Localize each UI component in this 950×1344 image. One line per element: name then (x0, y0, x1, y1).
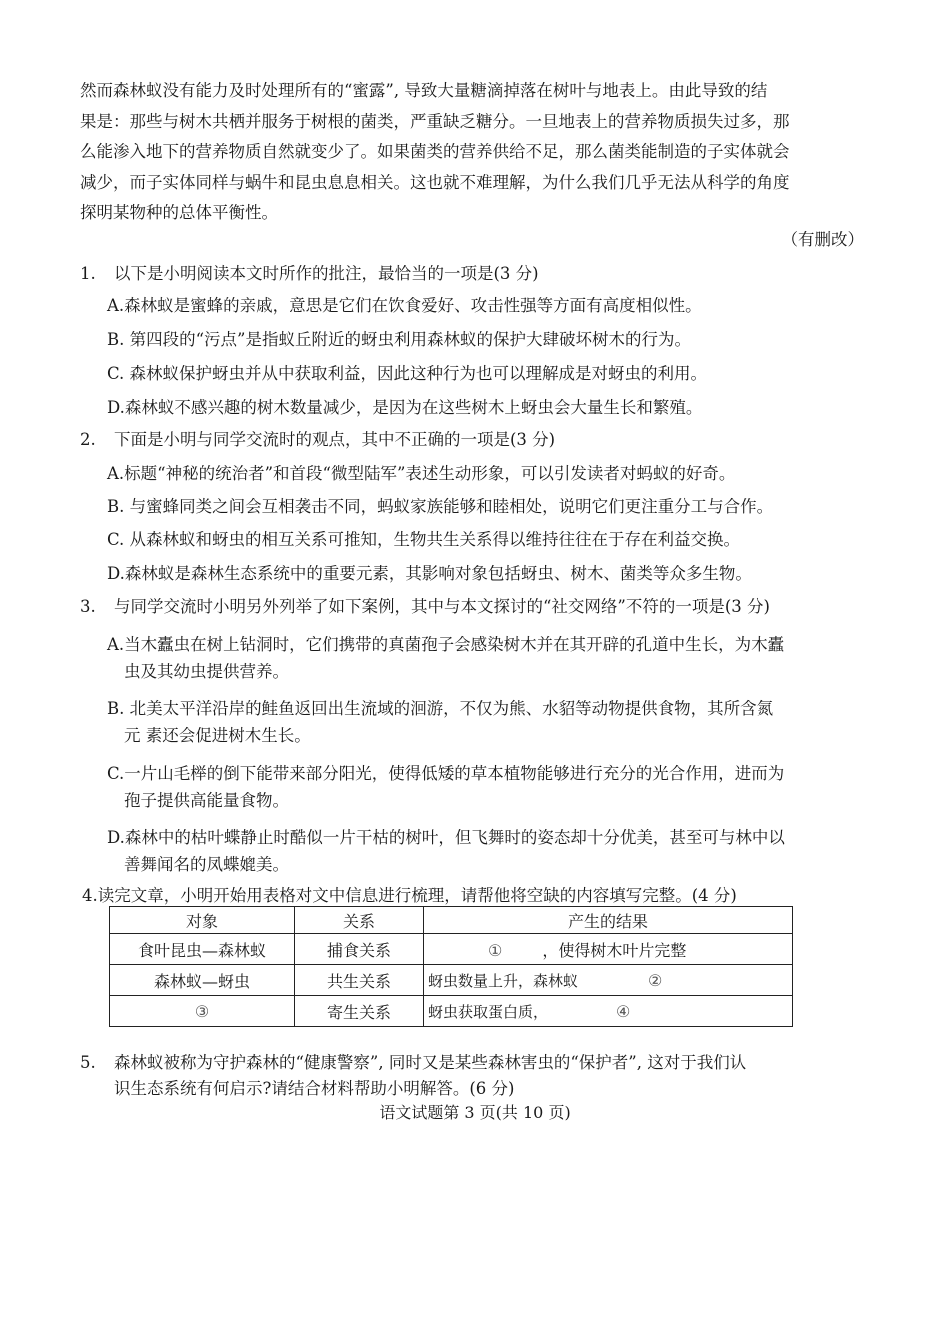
option-text: D.森林蚁是森林生态系统中的重要元素，其影响对象包括蚜虫、树木、菌类等众多生物。 (107, 564, 752, 583)
question-number: 5. (80, 1053, 96, 1072)
option-text-continued: 元 素还会促进树木生长。 (124, 726, 311, 745)
question-3-option-a (107, 631, 869, 685)
question-number: 2. (80, 430, 96, 449)
passage-paragraph (80, 76, 870, 229)
question-2-option-a (107, 460, 869, 487)
option-text: B. 与蜜蜂同类之间会互相袭击不同，蚂蚁家族能够和睦相处，说明它们更注重分工与合作。 (107, 497, 774, 516)
column-header: 产生的结果 (424, 907, 793, 934)
source-note: （有删改） (781, 230, 864, 249)
question-text: 读完文章，小明开始用表格对文中信息进行梳理，请帮他将空缺的内容填写完整。(4 分) (97, 886, 737, 905)
blank-marker: ④ (616, 1001, 631, 1021)
question-3-option-b (107, 695, 869, 749)
table-row (110, 996, 793, 1027)
table-header-row (110, 907, 793, 934)
relation-cell: 捕食关系 (295, 934, 424, 965)
question-1-option-a (107, 292, 869, 319)
column-header: 对象 (110, 907, 295, 934)
passage-line: 然而森林蚁没有能力及时处理所有的“蜜露”, 导致大量糖滴掉落在树叶与地表上。由此导致的结 (80, 81, 768, 100)
question-2-option-c (107, 526, 869, 553)
option-text: B. 北美太平洋沿岸的鲑鱼返回出生流域的洄游，不仅为熊、水貂等动物提供食物，其所含氮 (107, 699, 774, 718)
question-5-stem (80, 1050, 870, 1102)
summary-table (109, 906, 793, 1027)
question-text: 森林蚁被称为守护森林的“健康警察”, 同时又是某些森林害虫的“保护者”, 这对于我们认 (114, 1053, 747, 1072)
option-text: D.森林蚁不感兴趣的树木数量减少，是因为在这些树木上蚜虫会大量生长和繁殖。 (107, 398, 703, 417)
question-3-option-c (107, 760, 869, 814)
option-text: D.森林中的枯叶蝶静止时酷似一片干枯的树叶，但飞舞时的姿态却十分优美，甚至可与林中以 (107, 828, 785, 847)
result-text: 蚜虫数量上升，森林蚁 (428, 971, 579, 990)
question-text-continued: 识生态系统有何启示?请结合材料帮助小明解答。(6 分) (114, 1079, 515, 1098)
option-text-continued: 孢子提供高能量食物。 (124, 791, 289, 810)
question-3-stem (80, 595, 870, 619)
relation-cell: 寄生关系 (295, 996, 424, 1027)
result-text: ，使得树木叶片完整 (542, 940, 687, 960)
question-1-stem (80, 262, 870, 286)
question-number: 1. (80, 264, 96, 283)
column-header: 关系 (295, 907, 424, 934)
result-text: 蚜虫获取蛋白质， (428, 1002, 549, 1021)
option-text-continued: 善舞闻名的凤蝶媲美。 (124, 855, 289, 874)
option-text: A.标题“神秘的统治者”和首段“微型陆军”表述生动形象，可以引发读者对蚂蚁的好奇。 (107, 464, 736, 483)
question-2-option-b (107, 493, 869, 520)
blank-marker: ② (648, 970, 663, 990)
result-cell (424, 934, 793, 965)
question-text: 下面是小明与同学交流时的观点，其中不正确的一项是(3 分) (114, 430, 556, 449)
option-text: C. 从森林蚁和蚜虫的相互关系可推知，生物共生关系得以维持往往在于存在利益交换。 (107, 530, 741, 549)
question-3-option-d (107, 824, 869, 878)
object-blank-cell: ③ (110, 996, 295, 1027)
option-text: C. 森林蚁保护蚜虫并从中获取利益，因此这种行为也可以理解成是对蚜虫的利用。 (107, 364, 708, 383)
passage-line: 果是：那些与树木共栖并服务于树根的菌类，严重缺乏糖分。一旦地表上的营养物质损失过多，那 (80, 111, 790, 131)
question-text: 与同学交流时小明另外列举了如下案例，其中与本文探讨的“社交网络”不符的一项是(3 分) (114, 597, 770, 616)
question-4-stem (82, 884, 872, 908)
option-text: A.当木蠹虫在树上钻洞时，它们携带的真菌孢子会感染树木并在其开辟的孔道中生长，为木蠹 (107, 635, 785, 654)
object-cell: 食叶昆虫—森林蚁 (110, 934, 295, 965)
option-text: C.一片山毛榉的倒下能带来部分阳光，使得低矮的草本植物能够进行充分的光合作用，进而为 (107, 764, 785, 783)
question-1-option-c (107, 360, 869, 387)
result-cell (424, 965, 793, 996)
passage-line: 探明某物种的总体平衡性。 (80, 203, 278, 222)
option-text: A.森林蚁是蜜蜂的亲戚，意思是它们在饮食爱好、攻击性强等方面有高度相似性。 (107, 296, 702, 315)
table-row (110, 965, 793, 996)
question-number: 3. (80, 597, 96, 616)
table-row (110, 934, 793, 965)
question-text: 以下是小明阅读本文时所作的批注，最恰当的一项是(3 分) (114, 264, 539, 283)
option-text-continued: 虫及其幼虫提供营养。 (124, 662, 289, 681)
blank-marker: ① (488, 940, 503, 960)
question-2-stem (80, 428, 870, 452)
option-text: B. 第四段的“污点”是指蚁丘附近的蚜虫利用森林蚁的保护大肆破坏树木的行为。 (107, 330, 691, 349)
result-cell (424, 996, 793, 1027)
question-2-option-d (107, 560, 869, 587)
passage-line: 么能渗入地下的营养物质自然就变少了。如果菌类的营养供给不足，那么菌类能制造的子实体就会 (80, 142, 790, 161)
question-number: 4. (82, 886, 98, 905)
question-1-option-d (107, 394, 869, 421)
page-footer: 语文试题第 3 页(共 10 页) (379, 1103, 571, 1122)
relation-cell: 共生关系 (295, 965, 424, 996)
question-1-option-b (107, 326, 869, 353)
object-cell: 森林蚁—蚜虫 (110, 965, 295, 996)
passage-line: 减少，而子实体同样与蜗牛和昆虫息息相关。这也就不难理解，为什么我们几乎无法从科学的角度 (80, 172, 790, 192)
